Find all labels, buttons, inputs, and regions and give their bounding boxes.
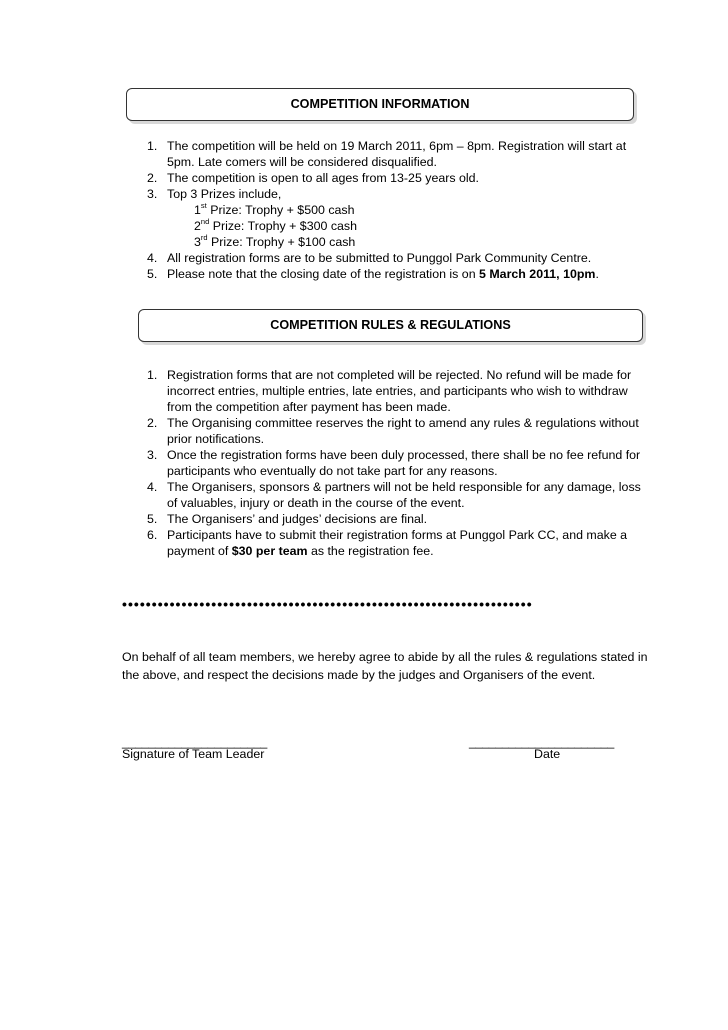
list-item [147, 527, 647, 559]
signature-label: Signature of Team Leader [122, 747, 265, 761]
date-line: ______________________ [469, 735, 615, 749]
dotted-separator: ••••••••••••••••••••••••••••••••••••••••••••••••••••••••••••••••••••• [122, 596, 533, 612]
list-item-text: The Organisers, sponsors & partners will not be held responsible for any damage, loss of valuables, injury or death in the course of the event. [167, 480, 641, 510]
list-item-number: 1. [147, 139, 158, 153]
competition-rules-list [147, 367, 647, 559]
list-item-text: Participants have to submit their registration forms at Punggol Park CC, and make a payment of $30 per team as the registration fee. [167, 528, 628, 558]
list-item [147, 511, 647, 527]
list-item-number: 1. [147, 368, 158, 382]
list-item-number: 3. [147, 448, 158, 462]
list-item-number: 3. [147, 187, 158, 201]
date-label: Date [534, 747, 561, 761]
competition-information-header [126, 88, 634, 121]
list-item-text: Once the registration forms have been duly processed, there shall be no fee refund for participants who eventually do not take part for any reasons. [167, 448, 641, 478]
list-item [147, 138, 647, 170]
list-item-text: The Organising committee reserves the right to amend any rules & regulations without prior notifications. [167, 416, 639, 446]
list-item-number: 2. [147, 416, 158, 430]
list-item-text: Top 3 Prizes include, [167, 187, 282, 201]
list-item [147, 479, 647, 511]
list-item [147, 170, 647, 186]
list-item-number: 5. [147, 512, 158, 526]
list-item-text: All registration forms are to be submitted to Punggol Park Community Centre. [167, 251, 592, 265]
registration-fee: $30 per team [231, 544, 308, 558]
agreement-statement: On behalf of all team members, we hereby agree to abide by all the rules & regulations stated in the above, and respect the decisions made by the judges and Organisers of the event. [122, 650, 648, 682]
competition-information-list [147, 138, 647, 282]
list-item-text: The competition will be held on 19 March 2011, 6pm – 8pm. Registration will start at 5pm. Late comers will be considered disqualified. [167, 139, 627, 169]
list-item-number: 4. [147, 251, 158, 265]
signature-line: ______________________ [122, 735, 268, 749]
competition-rules-header [138, 309, 643, 342]
list-item-number: 6. [147, 528, 158, 542]
closing-date: 5 March 2011, 10pm [479, 267, 596, 281]
list-item [147, 447, 647, 479]
list-item-text: The competition is open to all ages from 13-25 years old. [167, 171, 479, 185]
list-item [147, 415, 647, 447]
list-item [147, 367, 647, 415]
competition-information-title: COMPETITION INFORMATION [290, 97, 470, 111]
list-item [147, 250, 647, 266]
list-item-text: The Organisers’ and judges’ decisions are final. [167, 512, 428, 526]
list-item-number: 5. [147, 267, 158, 281]
list-item-text: Please note that the closing date of the registration is on 5 March 2011, 10pm. [167, 267, 599, 281]
list-item-number: 4. [147, 480, 158, 494]
competition-rules-title: COMPETITION RULES & REGULATIONS [270, 318, 511, 332]
list-item-text: Registration forms that are not completed will be rejected. No refund will be made for incorrect entries, multiple entries, late entries, and participants who wish to withdraw from the competition after payment has been made. [167, 368, 632, 414]
prize-third: 3rd Prize: Trophy + $100 cash [194, 232, 356, 249]
list-item-number: 2. [147, 171, 158, 185]
list-item [147, 266, 647, 282]
prize-second: 2nd Prize: Trophy + $300 cash [194, 216, 357, 233]
list-item [147, 186, 647, 250]
prize-first: 1st Prize: Trophy + $500 cash [194, 200, 355, 217]
